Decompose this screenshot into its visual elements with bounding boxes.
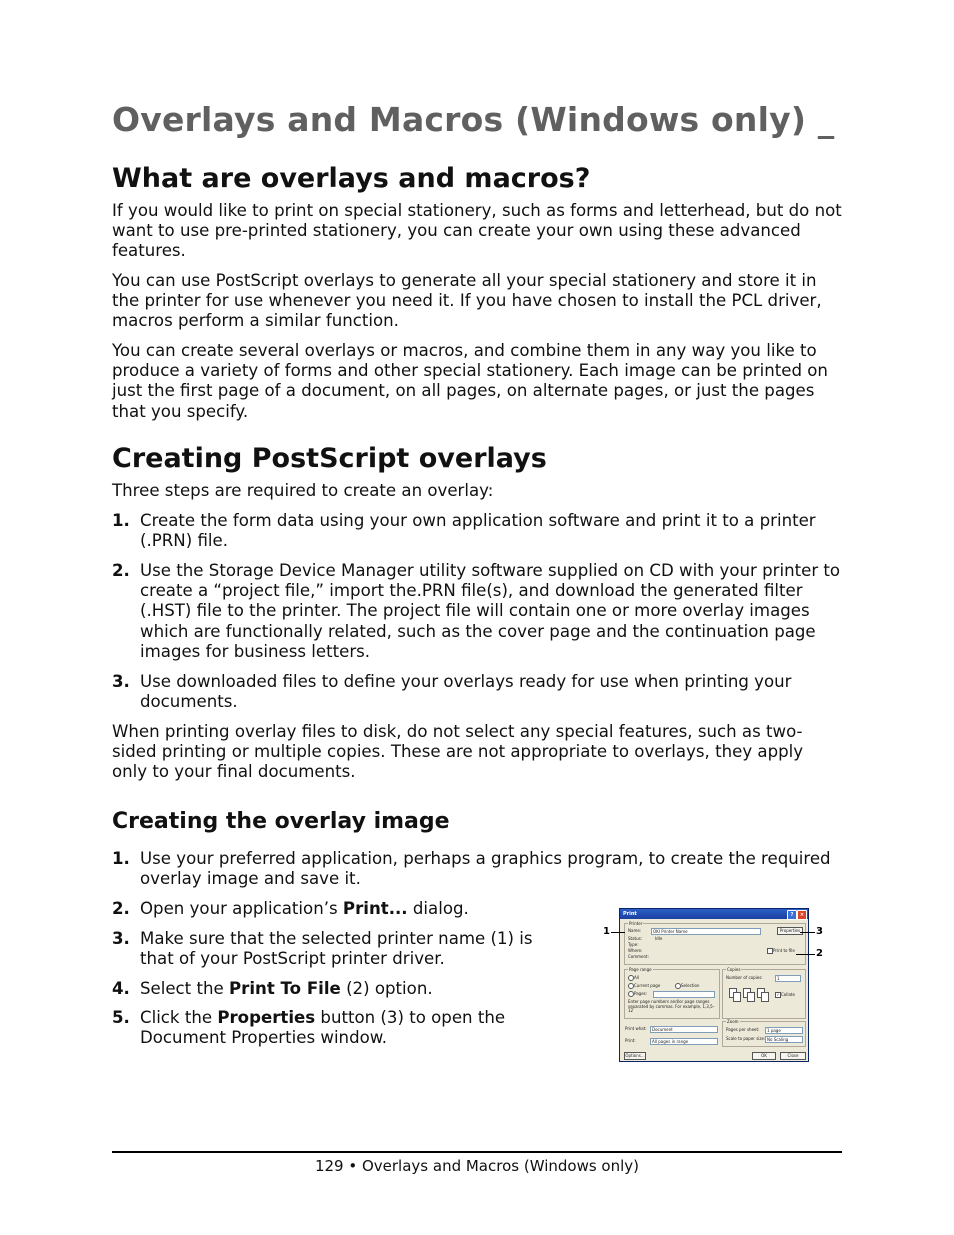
copies-value: 1 (777, 976, 780, 981)
list-item (112, 1008, 562, 1048)
page-icon (733, 992, 741, 1002)
page-title: Overlays and Macros (Windows only) _ (112, 100, 835, 139)
step-number: 1. (112, 511, 130, 530)
properties-button[interactable]: Properties (777, 927, 803, 935)
print-dialog-figure (600, 905, 830, 1065)
pages-per-sheet-label: Pages per sheet: (726, 1027, 760, 1032)
page-icon (761, 992, 769, 1002)
dialog-title-bar (620, 909, 808, 919)
callout-line (611, 932, 625, 933)
printer-name-select[interactable] (651, 928, 761, 935)
step-number: 5. (112, 1008, 130, 1027)
printer-group (624, 923, 806, 965)
copies-group (722, 969, 806, 1019)
paragraph: You can create several overlays or macros, and combine them in any way you like to produce a variety of forms and other special stationery. Each image can be printed on just the first page of a document, on all pages, on alternate pages, or just the pages that you specify. (112, 341, 828, 421)
list-item (112, 672, 842, 712)
step-text: Click the Properties button (3) to open the Document Properties window. (140, 1008, 506, 1048)
callout-3: 3 (816, 926, 823, 937)
step-number: 4. (112, 979, 130, 998)
status-label: Status: (628, 936, 643, 941)
close-icon[interactable]: × (797, 910, 807, 920)
copies-input[interactable] (775, 975, 801, 982)
step-number: 2. (112, 561, 130, 580)
step-text: Make sure that the selected printer name (1) is that of your PostScript printer driver. (140, 929, 533, 969)
where-label: Where: (628, 948, 643, 953)
pages-per-sheet-value: 1 page (767, 1028, 781, 1033)
current-page-label: Current page (634, 983, 661, 988)
page-range-group (624, 969, 720, 1019)
scale-value: No Scaling (767, 1037, 789, 1042)
step-number: 3. (112, 929, 130, 948)
paragraph: You can use PostScript overlays to generate all your special stationery and store it in the printer for use whenever you need it. If you have chosen to install the PCL driver, macros perform a similar function. (112, 271, 822, 331)
group-label: Copies (727, 967, 741, 972)
close-button[interactable]: Close (780, 1052, 806, 1060)
options-button[interactable]: Options... (625, 1053, 645, 1058)
step-number: 3. (112, 672, 130, 691)
step-number: 1. (112, 849, 130, 868)
page-footer: 129 • Overlays and Macros (Windows only) (314, 1157, 640, 1175)
paragraph: If you would like to print on special stationery, such as forms and letterhead, but do not want to use pre-printed stationery, you can create your own using these advanced features. (112, 201, 842, 261)
scale-label: Scale to paper size: (726, 1036, 766, 1041)
paragraph: Three steps are required to create an overlay: (112, 481, 494, 500)
section-heading-postscript-overlays: Creating PostScript overlays (112, 443, 547, 474)
all-label: All (634, 975, 639, 980)
callout-1: 1 (603, 926, 610, 937)
pages-per-sheet-select[interactable] (765, 1027, 803, 1034)
comment-label: Comment: (628, 954, 649, 959)
number-of-copies-label: Number of copies: (726, 975, 763, 980)
paragraph: When printing overlay files to disk, do not select any special features, such as two-sided printing or multiple copies. These are not appropriate to overlays, they apply only to your final documents. (112, 722, 804, 782)
subsection-heading-overlay-image: Creating the overlay image (112, 809, 450, 834)
step-text: Select the Print To File (2) option. (140, 979, 433, 998)
ok-button[interactable]: OK (752, 1052, 776, 1060)
step-text: Use your preferred application, perhaps a graphics program, to create the required overlay image and save it. (140, 849, 831, 889)
list-item (112, 561, 842, 662)
group-label: Zoom (727, 1019, 739, 1024)
zoom-group (722, 1021, 806, 1047)
pages-input[interactable] (653, 991, 715, 998)
print-to-file-label: Print to file (773, 948, 795, 953)
print-what-select[interactable] (650, 1026, 718, 1033)
step-number: 2. (112, 899, 130, 918)
print-what-value: Document (652, 1027, 673, 1032)
callout-2: 2 (816, 948, 823, 959)
step-text: Open your application’s Print... dialog. (140, 899, 469, 918)
section-heading-overlays-macros: What are overlays and macros? (112, 163, 591, 194)
pages-label: Pages: (634, 991, 648, 996)
page-icon (747, 992, 755, 1002)
dialog-title: Print (623, 911, 637, 917)
list-item (112, 849, 842, 889)
help-icon[interactable]: ? (787, 910, 797, 920)
type-label: Type: (628, 942, 639, 947)
list-item (112, 929, 562, 969)
print-value: All pages in range (652, 1039, 689, 1044)
callout-line (796, 954, 815, 955)
print-label: Print: (625, 1038, 636, 1043)
step-text: Create the form data using your own application software and print it to a printer (.PRN) file. (140, 511, 816, 551)
print-what-label: Print what: (625, 1026, 647, 1031)
status-value: Idle (655, 936, 663, 941)
group-label: Printer (629, 921, 643, 926)
group-label: Page range (629, 967, 652, 972)
footer-rule (112, 1151, 842, 1153)
scale-select[interactable] (765, 1036, 803, 1043)
callout-line (800, 932, 815, 933)
page-range-hint: Enter page numbers and/or page ranges separated by commas. For example, 1,3,5–12 (628, 999, 715, 1013)
list-item (112, 979, 562, 999)
list-item (112, 511, 842, 551)
print-dialog (619, 908, 809, 1062)
print-select[interactable] (650, 1038, 718, 1045)
collate-checkbox[interactable]: ✓ (776, 992, 780, 997)
list-item (112, 899, 562, 919)
step-text: Use downloaded files to define your overlays ready for use when printing your documents. (140, 672, 792, 712)
step-text: Use the Storage Device Manager utility software supplied on CD with your printer to create a “project file,” import the.PRN file(s), and download the generated filter (.HST) file to the printer. The project file will contain one or more overlay images which are functionally related, such as the cover page and the continuation page images for business letters. (140, 561, 841, 661)
name-label: Name: (628, 928, 642, 933)
collate-label: Collate (781, 992, 795, 997)
printer-name-value: OKI Printer Name (653, 929, 688, 934)
selection-label: Selection (681, 983, 700, 988)
